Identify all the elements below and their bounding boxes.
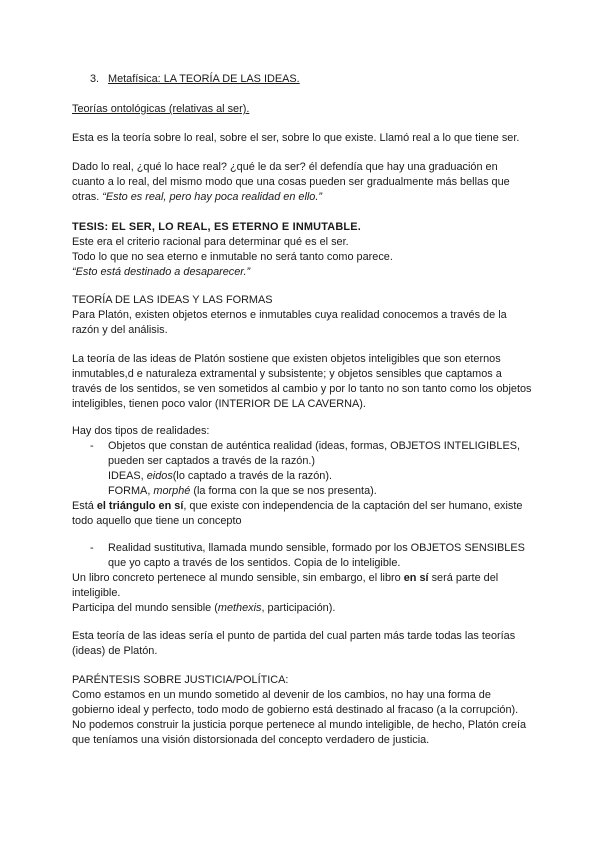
realidades-intro: Hay dos tipos de realidades:	[72, 425, 210, 437]
tesis-line-1: Este era el criterio racional para determinar qué es el ser.	[72, 236, 349, 248]
tesis-line-2: Todo lo que no sea eterno e inmutable no será tanto como parece.	[72, 251, 393, 263]
realidades-section	[72, 424, 532, 529]
list-item: - Realidad sustitutiva, llamada mundo sensible, formado por los OBJETOS SENSIBLES que yo capto a través de los sentidos. Copia de lo inteligible.	[90, 542, 525, 569]
tesis-block	[72, 220, 532, 280]
intro-quote: “Esto es real, pero hay poca realidad en ello.”	[102, 191, 323, 203]
punto-partida-paragraph: Esta teoría de las ideas sería el punto de partida del cual parten más tarde todas las teorías (ideas) de Platón.	[72, 630, 516, 657]
forma-line: FORMA, morphé (la forma con la que se nos presenta).	[108, 485, 377, 497]
intro-paragraph-2: Dado lo real, ¿qué lo hace real? ¿qué le da ser? él defendía que hay una graduación en cuanto a lo real, del mismo modo que una cosas pueden ser gradualmente más bellas que otras. “Esto es real, pero hay poca realidad en ello.”	[72, 161, 510, 203]
ideas-paragraph-2: La teoría de las ideas de Platón sostiene que existen objetos inteligibles que son eternos inmutables,d e naturaleza extramental y subsistente; y objetos sensibles que captamos a través de los sentidos, se ven sometidos al cambio y por lo tanto no son tanto como los objetos inteligibles, tienen poco valor (INTERIOR DE LA CAVERNA).	[72, 353, 532, 410]
tesis-title: TESIS: EL SER, LO REAL, ES ETERNO E INMUTABLE.	[72, 221, 361, 233]
heading-title: Metafísica: LA TEORÍA DE LAS IDEAS.	[108, 73, 300, 85]
triangulo-line: Está el triángulo en sí, que existe con independencia de la captación del ser humano, existe todo aquello que tiene un concepto	[72, 500, 523, 527]
libro-line: Un libro concreto pertenece al mundo sensible, sin embargo, el libro en sí será parte del inteligible.	[72, 572, 499, 599]
participa-line: Participa del mundo sensible (methexis, participación).	[72, 602, 336, 614]
ideas-section	[72, 293, 532, 338]
parentesis-section	[72, 673, 532, 748]
dash-bullet: -	[90, 440, 94, 452]
realidades-second	[72, 541, 532, 616]
ideas-title: TEORÍA DE LAS IDEAS Y LAS FORMAS	[72, 294, 273, 306]
intro-paragraph-1: Esta es la teoría sobre lo real, sobre el ser, sobre lo que existe. Llamó real a lo que tiene ser.	[72, 132, 520, 144]
parentesis-body: Como estamos en un mundo sometido al devenir de los cambios, no hay una forma de gobierno ideal y perfecto, todo modo de gobierno está destinado al fracaso (a la corrupción). No podemos construir la justicia porque pertenece al mundo inteligible, de hecho, Platón creía que teníamos una visión distorsionada del concepto verdadero de justicia.	[72, 689, 527, 746]
parentesis-title: PARÉNTESIS SOBRE JUSTICIA/POLÍTICA:	[72, 674, 289, 686]
dash-bullet: -	[90, 542, 94, 554]
subheading: Teorías ontológicas (relativas al ser).	[72, 103, 250, 115]
heading-number: 3.	[90, 73, 100, 85]
list-item: - Objetos que constan de auténtica realidad (ideas, formas, OBJETOS INTELIGIBLES, pueden ser captados a través de la razón.)	[90, 440, 521, 467]
ideas-paragraph-1: Para Platón, existen objetos eternos e inmutables cuya realidad conocemos a través de la razón y del análisis.	[72, 309, 507, 336]
section-heading	[90, 72, 300, 87]
ideas-line: IDEAS, eidos(lo captado a través de la razón).	[108, 470, 332, 482]
tesis-quote: “Esto está destinado a desaparecer.”	[72, 266, 251, 278]
